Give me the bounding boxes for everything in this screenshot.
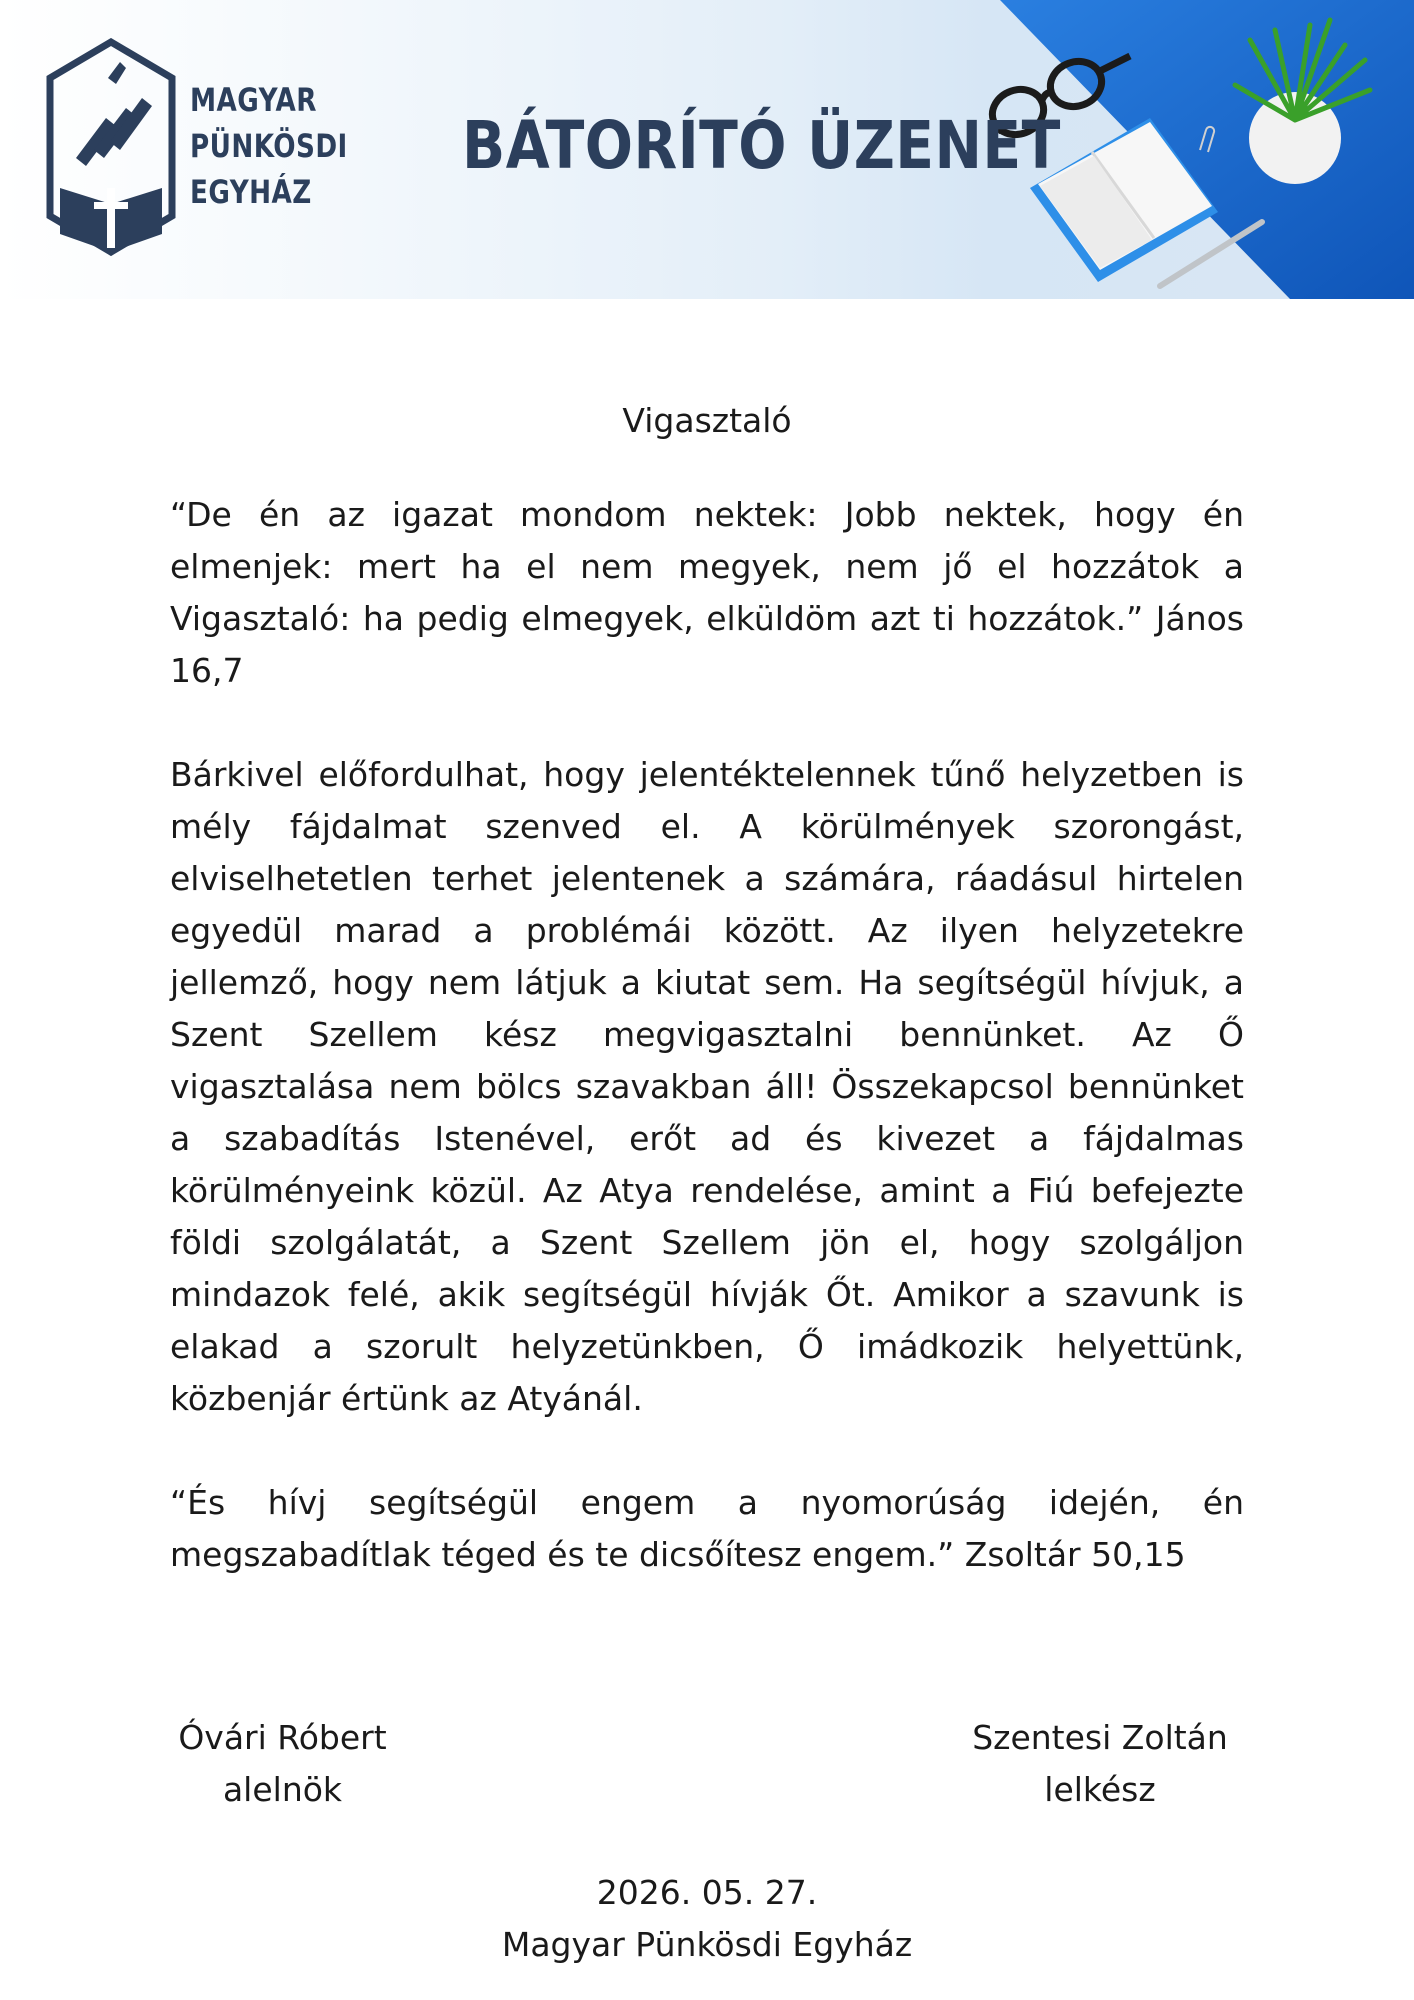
signer-role: alelnök [222, 1770, 343, 1809]
footer [0, 1867, 1414, 1971]
letter-body [170, 395, 1244, 1581]
logo-line: EGYHÁZ [190, 173, 312, 211]
logo-line: MAGYAR [190, 81, 317, 119]
signer-role: lelkész [1044, 1770, 1156, 1809]
document-date: 2026. 05. 27. [596, 1873, 818, 1912]
scripture-quote: “De én az igazat mondom nektek: Jobb nektek, hogy én elmenjek: mert ha el nem megyek, nem jő el hozzátok a Vigasztaló: ha pedig elmegyek, elküldöm azt ti hozzátok.” János 16,7 [170, 495, 1244, 690]
document-title: Vigasztaló [622, 401, 792, 440]
logo-line: PÜNKÖSDI [190, 127, 348, 165]
body-paragraph: Bárkivel előfordulhat, hogy jelentéktelennek tűnő helyzetben is mély fájdalmat szenved el. A körülmények szorongást, elviselhetetlen terhet jelentenek a számára, ráadásul hirtelen egyedül marad a problémái között. Az ilyen helyzetekre jellemző, hogy nem látjuk a kiutat sem. Ha segítségül hívjuk, a Szent Szellem kész megvigasztalni bennünket. Az Ő vigasztalása nem bölcs szavakban áll! Összekapcsol bennünket a szabadítás Istenével, erőt ad és kivezet a fájdalmas körülményeink közül. Az Atya rendelése, amint a Fiú befejezte földi szolgálatát, a Szent Szellem jön el, hogy szolgáljon mindazok felé, akik segítségül hívják Őt. Amikor a szavunk is elakad a szorult helyzetünkben, Ő imádkozik helyettünk, közbenjár értünk az Atyánál. [170, 755, 1244, 1418]
signer-name: Óvári Róbert [178, 1718, 387, 1757]
church-logo [46, 38, 176, 258]
organization-name: Magyar Pünkösdi Egyház [501, 1925, 913, 1964]
signer-name: Szentesi Zoltán [972, 1718, 1228, 1757]
closing-quote: “És hívj segítségül engem a nyomorúság idején, én megszabadítlak téged és te dicsőítesz engem.” Zsoltár 50,15 [170, 1483, 1244, 1574]
signature-left [170, 1712, 395, 1816]
header-banner [0, 0, 1414, 299]
signature-right [965, 1712, 1235, 1816]
banner-title: BÁTORÍTÓ ÜZENET [462, 107, 1061, 184]
logo-wordmark [190, 77, 348, 215]
